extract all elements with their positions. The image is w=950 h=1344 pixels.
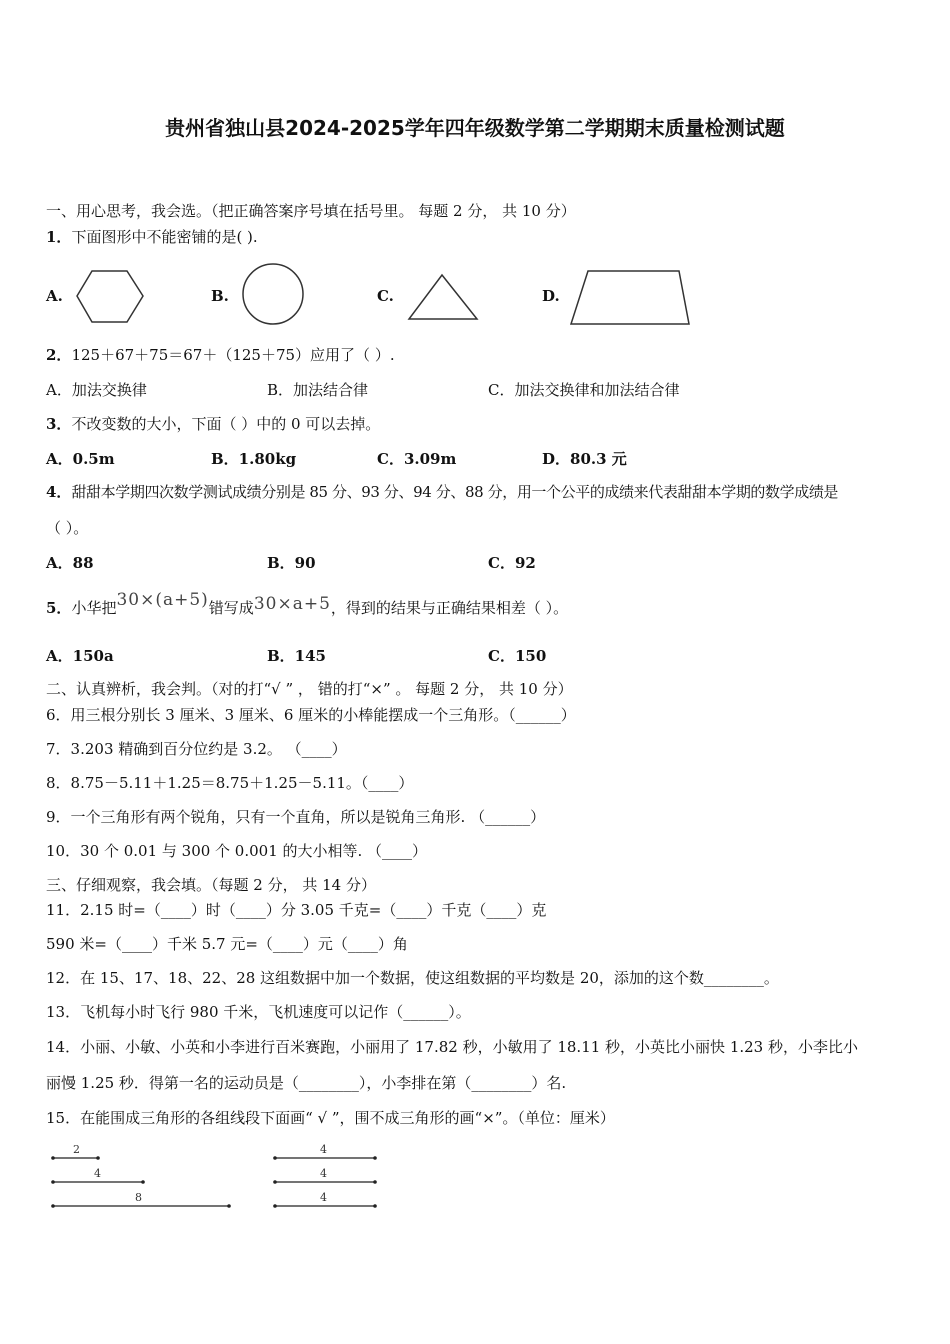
q5-option-a: A．150a — [46, 647, 114, 665]
question-number: 3． — [46, 415, 72, 433]
question-7: 7．3.203 精确到百分位约是 3.2。 （____） — [46, 740, 347, 758]
q2-option-c: C．加法交换律和加法结合律 — [488, 381, 680, 399]
q4-option-b: B．90 — [267, 554, 316, 572]
question-9: 9．一个三角形有两个锐角，只有一个直角，所以是锐角三角形. （______） — [46, 808, 546, 826]
question-3 — [46, 414, 380, 434]
triangle-shape — [406, 272, 480, 322]
segment-4 — [51, 1167, 145, 1184]
question-4 — [46, 482, 838, 502]
question-number: 5． — [46, 599, 72, 617]
question-text: 甜甜本学期四次数学测试成绩分别是 85 分、93 分、94 分、88 分，用一个公平的成绩来代表甜甜本学期的数学成绩是 — [71, 483, 839, 501]
question-text-part3: ，得到的结果与正确结果相差（ ）。 — [330, 599, 569, 617]
question-8: 8．8.75－5.11＋1.25＝8.75＋1.25－5.11。（____） — [46, 774, 414, 792]
section-2-heading: 二、认真辨析，我会判。（对的打“√ ” ， 错的打“×” 。 每题 2 分， 共 10 分） — [46, 680, 573, 698]
question-number: 2． — [46, 346, 72, 364]
question-6: 6．用三根分别长 3 厘米、3 厘米、6 厘米的小棒能摆成一个三角形。（______） — [46, 706, 576, 724]
question-5 — [46, 590, 569, 618]
question-text: 125＋67＋75＝67＋（125＋75）应用了（ ）. — [71, 346, 395, 364]
question-10: 10．30 个 0.01 与 300 个 0.001 的大小相等. （____） — [46, 842, 428, 860]
q4-option-a: A．88 — [46, 554, 94, 572]
segment-2 — [51, 1143, 100, 1160]
q4-option-c: C．92 — [488, 554, 536, 572]
section-3-heading: 三、仔细观察，我会填。（每题 2 分， 共 14 分） — [46, 876, 376, 894]
question-11-line-1: 11．2.15 时=（____）时（____）分 3.05 千克=（____）千克（____）克 — [46, 901, 547, 919]
q1-option-a: A. — [46, 287, 63, 305]
q1-option-d: D. — [542, 287, 560, 305]
page-title: 贵州省独山县2024-2025学年四年级数学第二学期期末质量检测试题 — [165, 116, 785, 140]
segment-label: 4 — [320, 1143, 327, 1156]
segment-label: 8 — [135, 1191, 142, 1204]
question-12: 12．在 15、17、18、22、28 这组数据中加一个数据，使这组数据的平均数是 20，添加的这个数________。 — [46, 969, 779, 987]
section-1-heading: 一、用心思考，我会选。（把正确答案序号填在括号里。 每题 2 分， 共 10 分） — [46, 202, 576, 220]
segment-label: 4 — [94, 1167, 101, 1180]
segment-4a — [273, 1143, 377, 1160]
q1-option-b: B. — [211, 287, 229, 305]
trapezoid-shape — [568, 267, 694, 327]
question-number: 1． — [46, 228, 72, 246]
q2-option-b: B．加法结合律 — [267, 381, 369, 399]
question-text: 不改变数的大小，下面（ ）中的 0 可以去掉。 — [71, 415, 381, 433]
question-4-blank: （ ）。 — [46, 519, 89, 537]
question-14-line-1: 14．小丽、小敏、小英和小李进行百米赛跑，小丽用了 17.82 秒，小敏用了 18.11 秒，小英比小丽快 1.23 秒，小李比小 — [46, 1038, 858, 1056]
formula-correct: 30×(a+5) — [116, 590, 209, 610]
question-1 — [46, 227, 258, 247]
q1-option-c: C. — [377, 287, 394, 305]
segment-label: 2 — [73, 1143, 80, 1156]
question-text-part2: 错写成 — [208, 599, 254, 617]
segment-4c — [273, 1191, 377, 1208]
hexagon-shape — [74, 268, 146, 328]
segment-group-left — [46, 1140, 246, 1215]
circle-shape — [241, 260, 307, 328]
question-2 — [46, 345, 395, 365]
question-text-part1: 小华把 — [71, 599, 117, 617]
segment-label: 4 — [320, 1191, 327, 1204]
question-text: 下面图形中不能密铺的是( ). — [71, 228, 258, 246]
question-11-line-2: 590 米=（____）千米 5.7 元=（____）元（____）角 — [46, 935, 408, 953]
q3-option-a: A．0.5m — [46, 450, 115, 468]
q5-option-b: B．145 — [267, 647, 326, 665]
q2-option-a: A．加法交换律 — [46, 381, 147, 399]
question-13: 13．飞机每小时飞行 980 千米，飞机速度可以记作（______）。 — [46, 1003, 471, 1021]
segment-group-right — [270, 1140, 390, 1215]
question-15: 15．在能围成三角形的各组线段下面画“ √ ”，围不成三角形的画“×”。（单位：厘米） — [46, 1109, 615, 1127]
question-14-line-2: 丽慢 1.25 秒．得第一名的运动员是（________），小李排在第（________）名. — [46, 1074, 567, 1092]
formula-wrong: 30×a+5 — [253, 594, 331, 614]
q3-option-b: B．1.80kg — [211, 450, 297, 468]
segment-label: 4 — [320, 1167, 327, 1180]
q3-option-c: C．3.09m — [377, 450, 457, 468]
segment-8 — [51, 1191, 231, 1208]
question-number: 4． — [46, 483, 72, 501]
q3-option-d: D．80.3 元 — [542, 450, 627, 468]
q5-option-c: C．150 — [488, 647, 547, 665]
segment-4b — [273, 1167, 377, 1184]
